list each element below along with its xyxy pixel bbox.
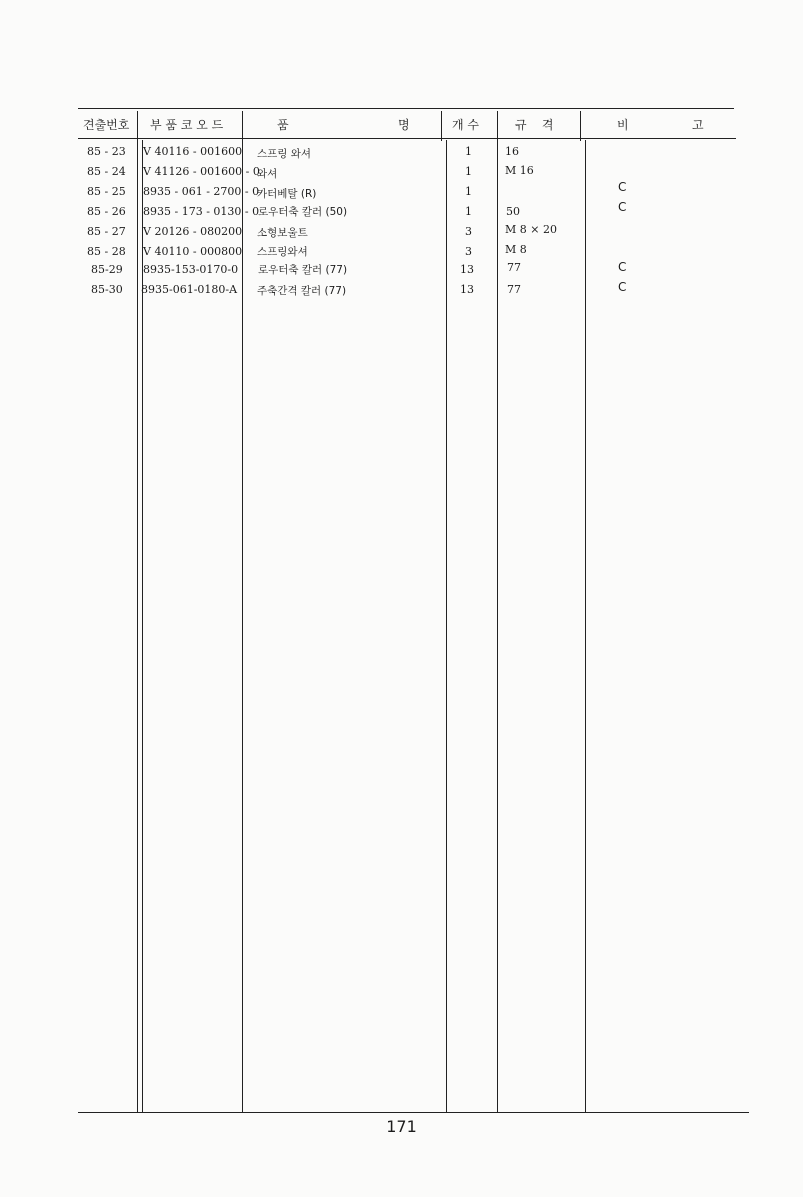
row-item-no: 85 - 25: [87, 185, 126, 198]
row-spec: M 16: [505, 164, 534, 177]
row-part-code: V 40116 - 001600: [143, 145, 243, 158]
row-quantity: 1: [465, 145, 472, 158]
table-header-rule: [78, 138, 736, 139]
column-divider: [446, 140, 447, 1113]
row-remark: C: [618, 180, 627, 194]
row-item-no: 85 - 28: [87, 245, 126, 258]
header-item-no: 견출번호: [83, 118, 130, 132]
row-part-code: V 20126 - 080200: [143, 225, 243, 238]
row-part-code: 8935 - 173 - 0130 - 0: [143, 205, 260, 218]
row-remark: C: [618, 260, 627, 274]
row-item-no: 85 - 26: [87, 205, 126, 218]
column-divider: [497, 111, 498, 1113]
row-part-name: 소형보울트: [257, 227, 308, 239]
row-remark: C: [618, 280, 627, 294]
row-part-name: 로우터축 칼러 (50): [258, 206, 348, 218]
row-item-no: 85-29: [91, 263, 123, 276]
row-item-no: 85 - 23: [87, 145, 126, 158]
row-part-code: V 41126 - 001600 - 0: [143, 165, 260, 178]
header-part-code: 부 품 코 오 드: [150, 118, 224, 132]
column-divider: [580, 111, 581, 141]
row-part-code: 8935-153-0170-0: [143, 263, 239, 276]
row-quantity: 1: [465, 165, 472, 178]
row-item-no: 85-30: [91, 283, 123, 296]
header-part-name-right: 명: [398, 118, 410, 132]
row-spec: 16: [505, 145, 519, 158]
row-part-code: 8935-061-0180-A: [141, 283, 238, 296]
table-top-rule: [78, 108, 734, 109]
header-remark-right: 고: [692, 118, 704, 132]
column-divider: [585, 140, 586, 1113]
row-spec: 77: [507, 261, 521, 274]
column-divider: [242, 111, 243, 1113]
page-number: 171: [386, 1117, 417, 1136]
row-spec: 77: [507, 283, 521, 296]
header-quantity: 개 수: [452, 118, 479, 132]
row-quantity: 3: [465, 245, 472, 258]
row-quantity: 13: [460, 283, 474, 296]
column-divider: [137, 111, 138, 1113]
row-part-name: 스프링 와셔: [257, 148, 312, 160]
row-quantity: 1: [465, 205, 472, 218]
row-part-name: 카터베탈 (R): [257, 188, 317, 200]
row-quantity: 13: [460, 263, 474, 276]
row-spec: M 8: [505, 243, 527, 256]
header-part-name-left: 품: [277, 118, 289, 132]
header-remark-left: 비: [617, 118, 629, 132]
row-part-name: 로우터축 칼러 (77): [258, 264, 348, 276]
row-remark: C: [618, 200, 627, 214]
row-part-name: 주축간격 칼러 (77): [257, 285, 347, 297]
row-part-code: 8935 - 061 - 2700 - 0: [143, 185, 260, 198]
row-spec: 50: [506, 205, 520, 218]
row-quantity: 3: [465, 225, 472, 238]
column-divider: [441, 111, 442, 141]
row-part-name: 스프링와셔: [257, 246, 308, 258]
row-part-name: 와셔: [257, 168, 278, 180]
row-spec: M 8 × 20: [505, 223, 557, 236]
row-quantity: 1: [465, 185, 472, 198]
row-part-code: V 40110 - 000800: [143, 245, 243, 258]
row-item-no: 85 - 24: [87, 165, 126, 178]
row-item-no: 85 - 27: [87, 225, 126, 238]
header-spec: 규 격: [515, 118, 554, 132]
table-bottom-rule: [78, 1112, 749, 1113]
